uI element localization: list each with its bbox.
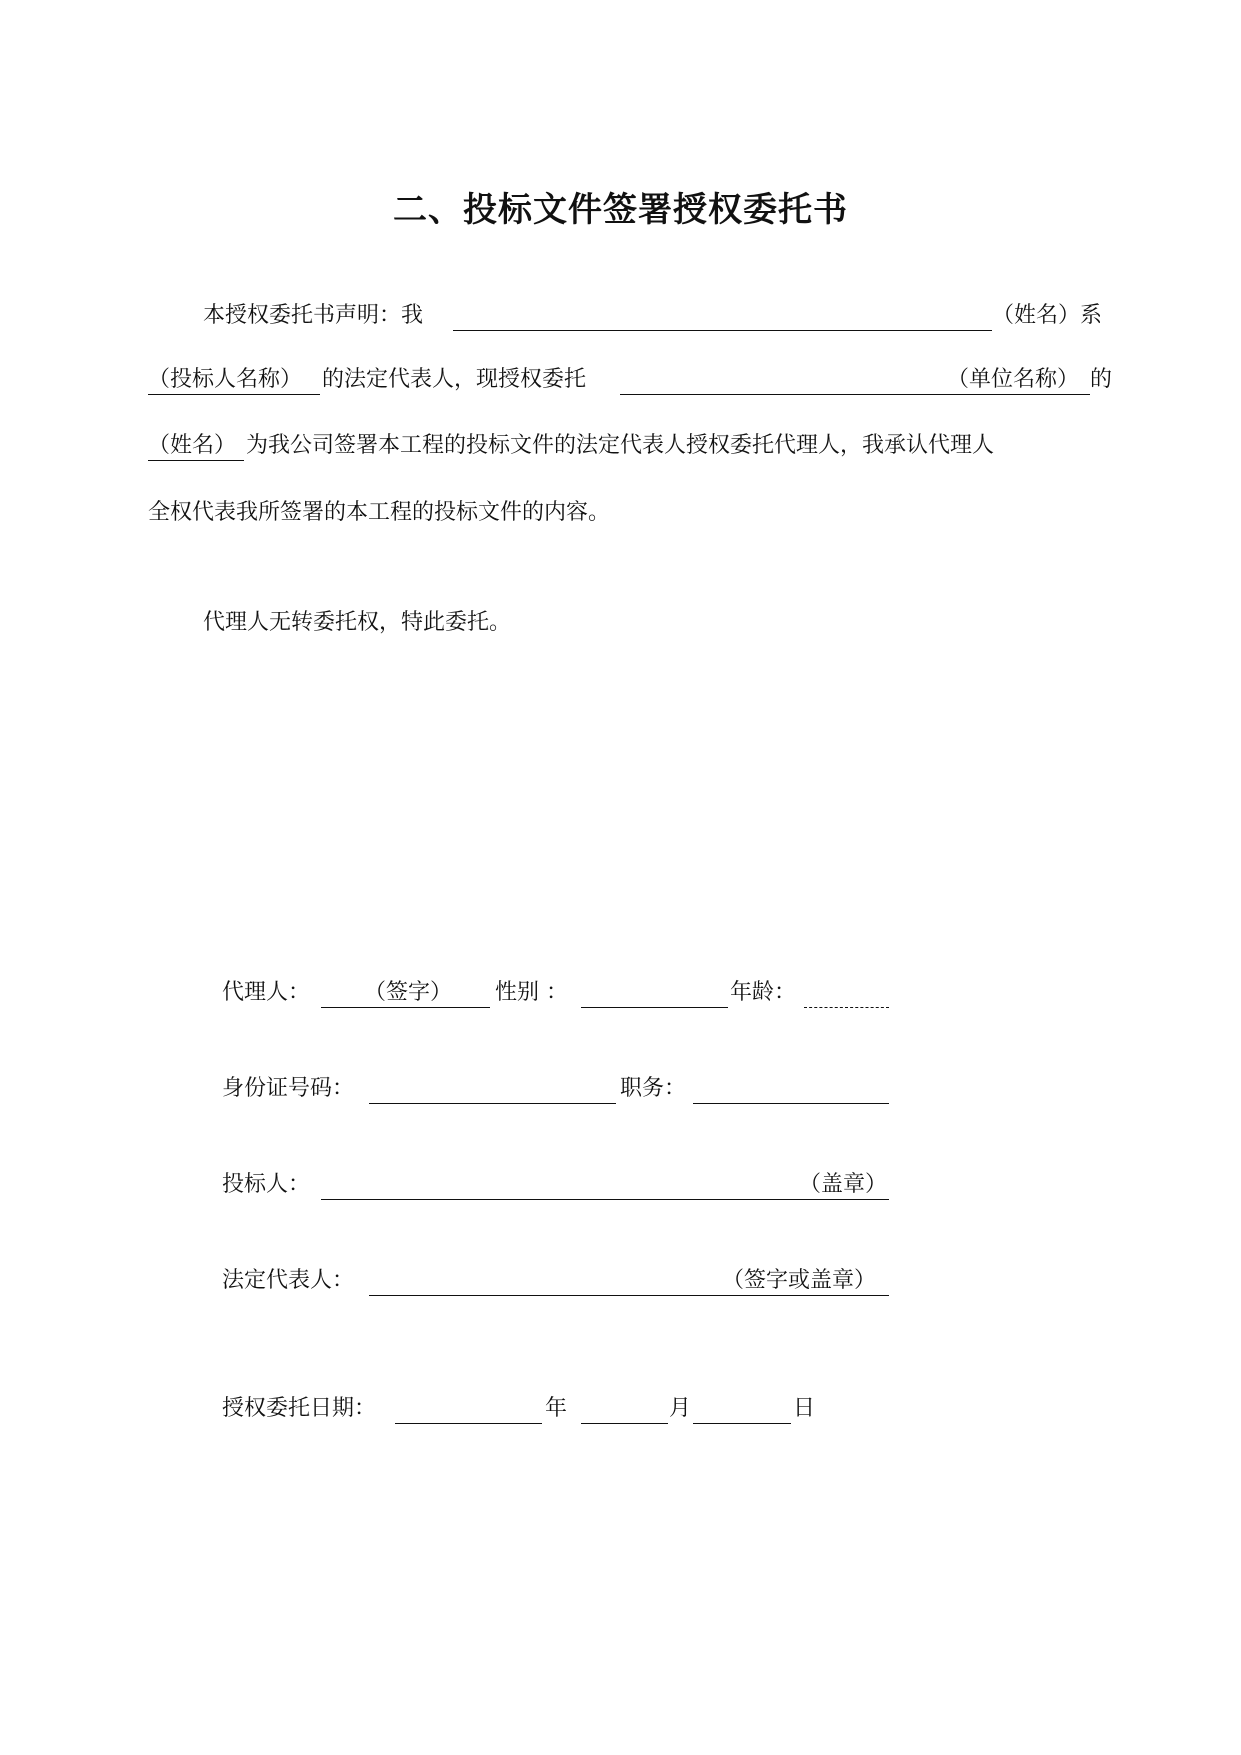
id-number-field[interactable]: [369, 1103, 616, 1104]
legal-rep-label: 法定代表人：: [222, 1268, 355, 1293]
age-field[interactable]: [804, 1007, 889, 1008]
paragraph-line-2: [0, 364, 1241, 396]
gender-label: 性别 ：: [495, 980, 568, 1005]
day-field[interactable]: [693, 1423, 791, 1424]
position-label: 职务：: [620, 1076, 687, 1101]
position-field[interactable]: [743, 1103, 853, 1104]
bidder-name-hint: （投标人名称）: [148, 367, 303, 392]
date-label: 授权委托日期：: [222, 1396, 377, 1421]
month-field[interactable]: [581, 1423, 668, 1424]
day-label: 日: [793, 1396, 816, 1421]
position-field-end[interactable]: [853, 1103, 889, 1104]
year-field[interactable]: [395, 1423, 542, 1424]
declaration-prefix: 本授权委托书声明：我: [203, 303, 424, 328]
position-field-start[interactable]: [693, 1103, 743, 1104]
paragraph-line-3: [0, 430, 1241, 462]
month-label: 月: [669, 1396, 692, 1421]
age-label: 年龄：: [730, 980, 797, 1005]
legal-rep-row: [0, 1265, 1241, 1297]
page-title: 二、投标文件签署授权委托书: [393, 190, 848, 230]
agent-name-hint: （姓名）: [148, 433, 237, 458]
unit-name-hint: （单位名称）: [947, 367, 1080, 392]
legal-rep-text: 的法定代表人，现授权委托: [322, 367, 587, 392]
agent-label: 代理人：: [222, 980, 311, 1005]
bidder-seal-hint: （盖章）: [799, 1172, 888, 1197]
declarant-name-field[interactable]: [453, 330, 992, 331]
bidder-name-field[interactable]: [148, 394, 320, 395]
bidder-row: [0, 1169, 1241, 1201]
no-subdelegation-statement: 代理人无转委托权，特此委托。: [203, 610, 512, 635]
year-label: 年: [545, 1396, 568, 1421]
bidder-label: 投标人：: [222, 1172, 311, 1197]
id-position-row: [0, 1073, 1241, 1105]
line2-suffix: 的: [1090, 367, 1113, 392]
authorization-date-row: [0, 1393, 1241, 1425]
legal-rep-hint: （签字或盖章）: [722, 1268, 877, 1293]
gender-field[interactable]: [581, 1007, 728, 1008]
id-number-label: 身份证号码：: [222, 1076, 355, 1101]
agent-name-field[interactable]: [148, 460, 244, 461]
paragraph-line-4: 全权代表我所签署的本工程的投标文件的内容。: [148, 500, 611, 525]
paragraph-line-1: [0, 300, 1241, 332]
agent-info-row: [0, 977, 1241, 1009]
name-hint-suffix: （姓名）系: [992, 303, 1103, 328]
agent-sign-hint: （签字）: [364, 980, 453, 1005]
authorization-text: 为我公司签署本工程的投标文件的法定代表人授权委托代理人，我承认代理人: [246, 433, 995, 458]
